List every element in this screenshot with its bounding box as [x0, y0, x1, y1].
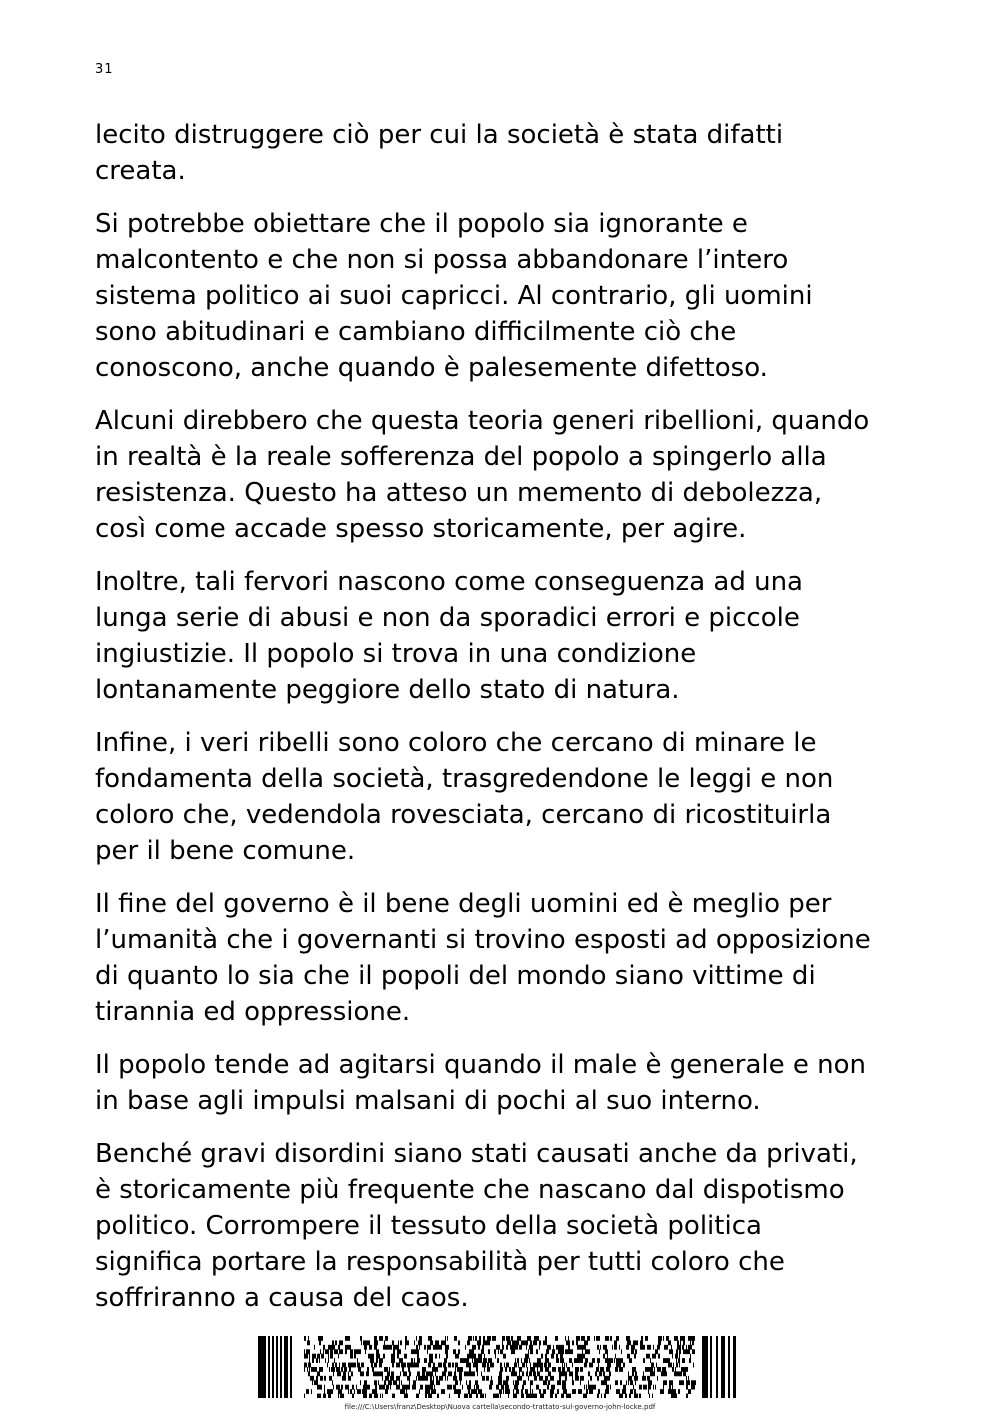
file-path-footer: file:///C:\Users\franz\Desktop\Nuova cartella\secondo-trattato-sul-governo-john-locke.pdf — [344, 1403, 656, 1411]
paragraph: Alcuni direbbero che questa teoria generi ribellioni, quando in realtà è la reale sofferenza del popolo a spingerlo alla resistenza. Questo ha atteso un memento di debolezza, così come accade spesso storicamente, per agire. — [95, 406, 870, 544]
paragraph: Benché gravi disordini siano stati causati anche da privati, è storicamente più frequente che nascano dal dispotismo politico. Corrompere il tessuto della società politica significa portare la responsabilità per tutti coloro che soffriranno a causa del caos. — [95, 1139, 858, 1313]
paragraph: Si potrebbe obiettare che il popolo sia ignorante e malcontento e che non si possa abbandonare l’intero sistema politico ai suoi capricci. Al contrario, gli uomini sono abitudinari e cambiano difficilmente ciò che conoscono, anche quando è palesemente difettoso. — [95, 209, 813, 383]
paragraph: lecito distruggere ciò per cui la società è stata difatti creata. — [95, 120, 784, 186]
paragraph: Inoltre, tali fervori nascono come conseguenza ad una lunga serie di abusi e non da sporadici errori e piccole ingiustizie. Il popolo si trova in una condizione lontanamente peggiore dello stato di natura. — [95, 567, 803, 705]
document-body — [95, 117, 915, 1333]
page-number: 31 — [95, 62, 114, 77]
paragraph: Il fine del governo è il bene degli uomini ed è meglio per l’umanità che i governanti si trovino esposti ad opposizione di quanto lo sia che il popoli del mondo siano vittime di tirannia ed oppressione. — [95, 889, 871, 1027]
paragraph: Il popolo tende ad agitarsi quando il male è generale e non in base agli impulsi malsani di pochi al suo interno. — [95, 1050, 867, 1116]
pdf417-barcode — [258, 1336, 736, 1398]
paragraph: Infine, i veri ribelli sono coloro che cercano di minare le fondamenta della società, trasgredendone le leggi e non coloro che, vedendola rovesciata, cercano di ricostituirla per il bene comune. — [95, 728, 834, 866]
